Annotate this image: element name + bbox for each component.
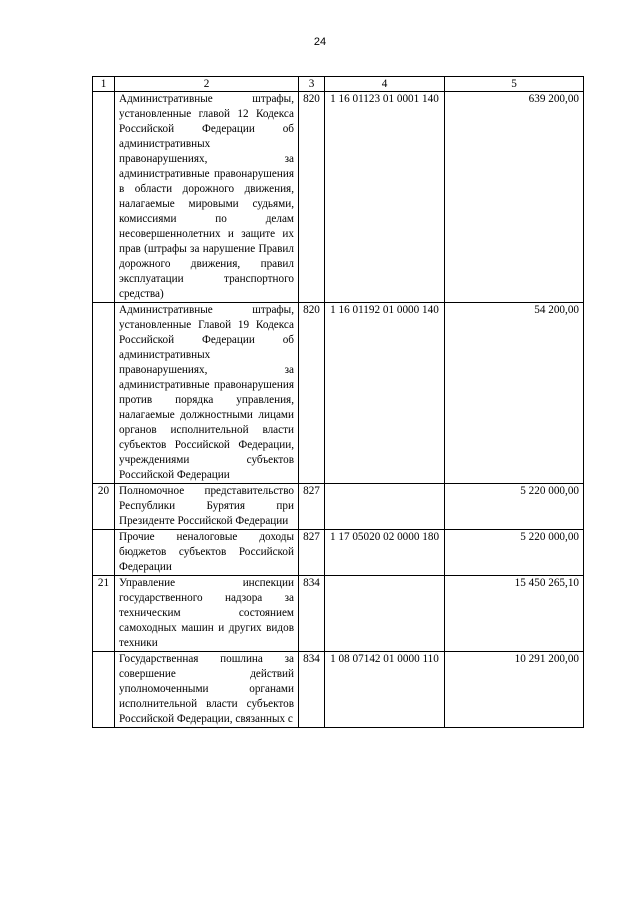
table-row: [93, 576, 584, 652]
row-admin-code: 820: [299, 92, 325, 303]
row-number: [93, 92, 115, 303]
table-row: [93, 484, 584, 530]
row-admin-code: 834: [299, 652, 325, 728]
row-amount: 15 450 265,10: [445, 576, 584, 652]
table-row: [93, 92, 584, 303]
row-description: Прочие неналоговые доходы бюджетов субъектов Российской Федерации: [115, 530, 299, 576]
row-description: Управление инспекции государственного надзора за техническим состоянием самоходных машин и других видов техники: [115, 576, 299, 652]
header-col-4: 4: [325, 77, 445, 92]
row-admin-code: 834: [299, 576, 325, 652]
table-header-row: [93, 77, 584, 92]
table-row: [93, 652, 584, 728]
row-budget-code: 1 08 07142 01 0000 110: [325, 652, 445, 728]
row-amount: 54 200,00: [445, 303, 584, 484]
page-number: 24: [313, 36, 327, 48]
row-amount: 5 220 000,00: [445, 484, 584, 530]
row-number: 20: [93, 484, 115, 530]
row-amount: 639 200,00: [445, 92, 584, 303]
row-number: [93, 530, 115, 576]
row-description: Полномочное представительство Республики Бурятия при Президенте Российской Федерации: [115, 484, 299, 530]
row-description: Административные штрафы, установленные Главой 19 Кодекса Российской Федерации об административных правонарушениях, за административные правонарушения против порядка управления, налагаемые должностными лицами органов исполнительной власти субъектов Российской Федерации, учреждениями субъектов Российской Федерации: [115, 303, 299, 484]
row-description: Государственная пошлина за совершение действий уполномоченными органами исполнительной власти субъектов Российской Федерации, связанных с: [115, 652, 299, 728]
row-budget-code: [325, 576, 445, 652]
table-row: [93, 530, 584, 576]
header-col-2: 2: [115, 77, 299, 92]
header-col-3: 3: [299, 77, 325, 92]
row-admin-code: 820: [299, 303, 325, 484]
row-budget-code: [325, 484, 445, 530]
table-row: [93, 303, 584, 484]
row-admin-code: 827: [299, 484, 325, 530]
row-number: 21: [93, 576, 115, 652]
budget-table: [92, 76, 584, 728]
row-budget-code: 1 17 05020 02 0000 180: [325, 530, 445, 576]
row-budget-code: 1 16 01123 01 0001 140: [325, 92, 445, 303]
header-col-1: 1: [93, 77, 115, 92]
row-number: [93, 652, 115, 728]
row-admin-code: 827: [299, 530, 325, 576]
row-budget-code: 1 16 01192 01 0000 140: [325, 303, 445, 484]
row-amount: 5 220 000,00: [445, 530, 584, 576]
header-col-5: 5: [445, 77, 584, 92]
row-description: Административные штрафы, установленные главой 12 Кодекса Российской Федерации об административных правонарушениях, за административные правонарушения в области дорожного движения, налагаемые мировыми судьями, комиссиями по делам несовершеннолетних и защите их прав (штрафы за нарушение Правил дорожного движения, правил эксплуатации транспортного средства): [115, 92, 299, 303]
row-number: [93, 303, 115, 484]
row-amount: 10 291 200,00: [445, 652, 584, 728]
